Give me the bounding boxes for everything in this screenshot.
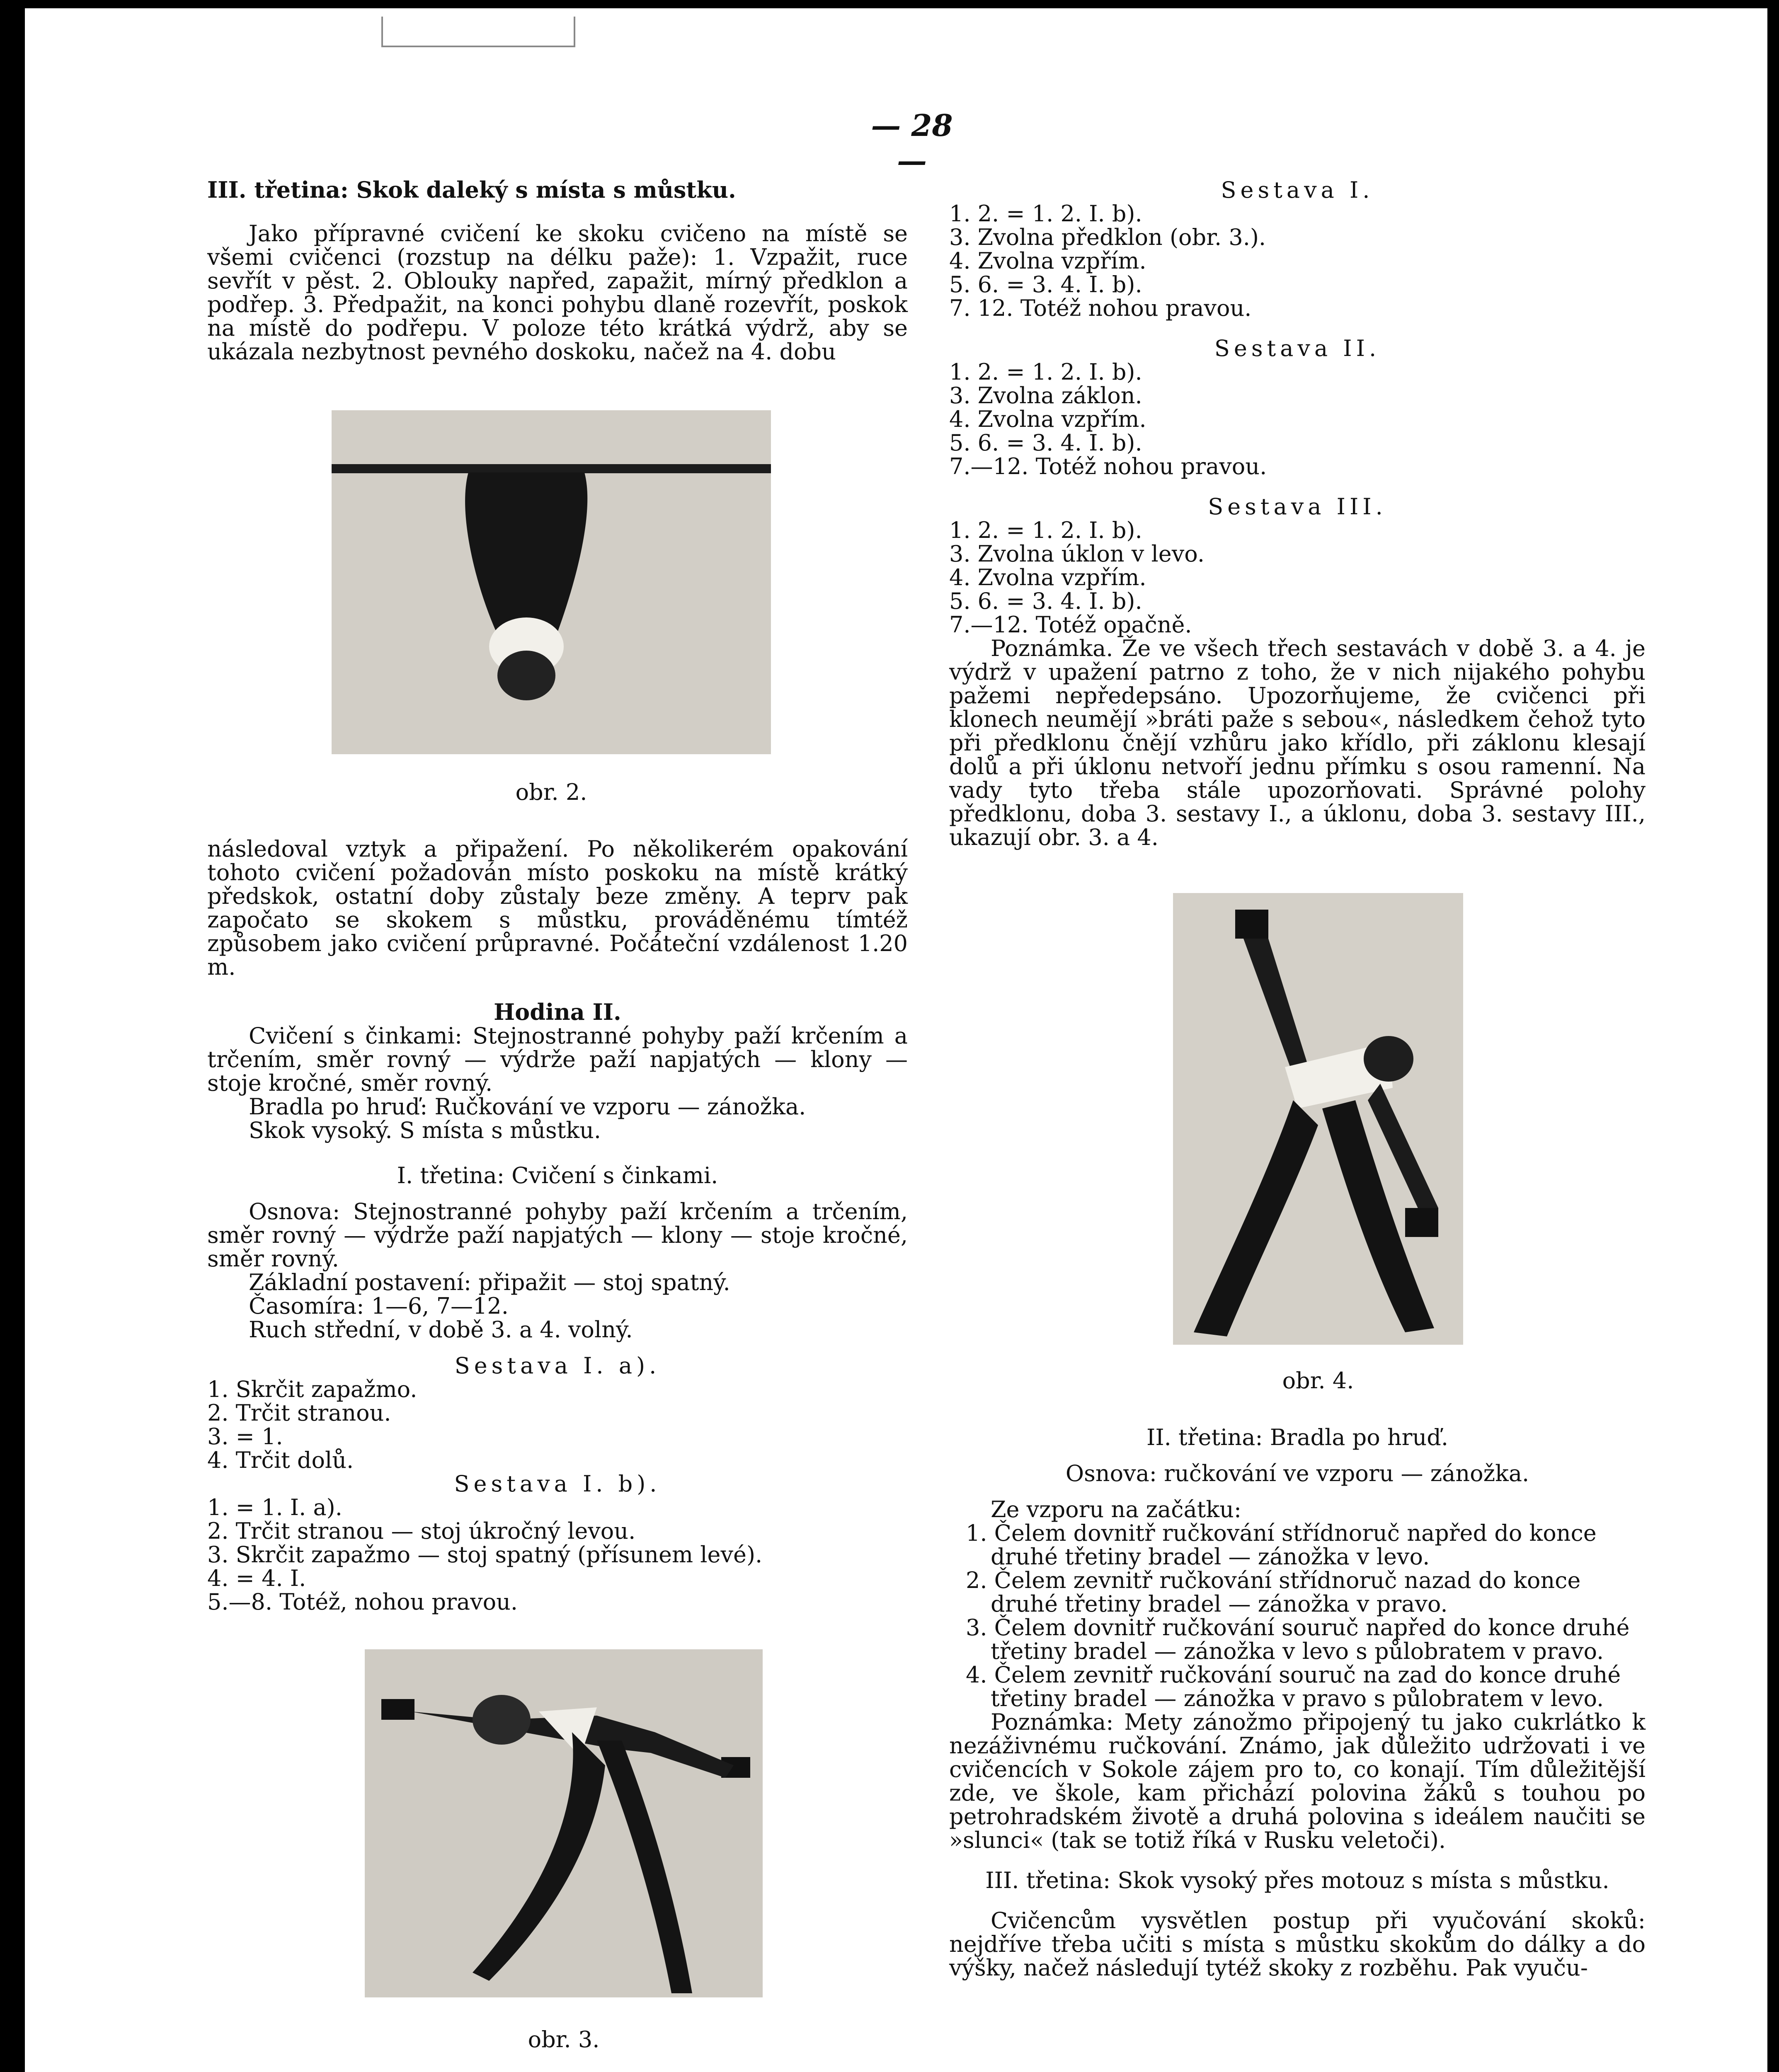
right-column-lower xyxy=(949,1426,1646,1980)
sestava-3-item: 3. Zvolna úklon v levo. xyxy=(949,541,1205,567)
page-top-mark xyxy=(381,17,575,47)
left-column xyxy=(207,178,908,363)
sestava-ib-item: 4. = 4. I. xyxy=(207,1565,306,1591)
sestava-ib-item: 3. Skrčit zapažmo — stoj spatný (přísunem levé). xyxy=(207,1542,763,1568)
sestava-ia-title: Sestava I. a). xyxy=(454,1353,661,1379)
sestava-1-title: Sestava I. xyxy=(1221,177,1374,203)
figure-2-illustration xyxy=(332,410,771,754)
sestava-2-item: 1. 2. = 1. 2. I. b). xyxy=(949,359,1142,385)
hodina-line-1: Cvičení s činkami: Stejnostranné pohyby paží krčením a trčením, směr rovný — výdrže paží napjatých — klony — stoje kročné, směr rovný. xyxy=(207,1023,908,1096)
sestava-1-item: 1. 2. = 1. 2. I. b). xyxy=(949,201,1142,227)
hodina-line-3: Skok vysoký. S místa s můstku. xyxy=(249,1117,601,1143)
heading-tretina-3-vysoky: III. třetina: Skok vysoký přes motouz s místa s můstku. xyxy=(985,1867,1609,1893)
sestava-ib-item: 5.—8. Totéž, nohou pravou. xyxy=(207,1589,518,1615)
scan-frame-left xyxy=(0,0,25,2072)
sestava-3-item: 5. 6. = 3. 4. I. b). xyxy=(949,588,1142,614)
sestava-2-title: Sestava II. xyxy=(1214,335,1381,361)
sestava-ia-item: 2. Trčit stranou. xyxy=(207,1400,391,1426)
figure-3-illustration xyxy=(365,1649,763,1997)
page-number: — 28 — xyxy=(871,108,953,178)
casomira: Časomíra: 1—6, 7—12. xyxy=(249,1293,509,1319)
ze-vzporu: Ze vzporu na začátku: xyxy=(991,1496,1242,1523)
sestava-ib-item: 2. Trčit stranou — stoj úkročný levou. xyxy=(207,1518,636,1544)
figure-4-photo xyxy=(1173,893,1463,1345)
sestava-1-item: 4. Zvolna vzpřím. xyxy=(949,248,1146,274)
sestava-ia-item: 1. Skrčit zapažmo. xyxy=(207,1376,417,1402)
osnova-cinky: Osnova: Stejnostranné pohyby paží krčením a trčením, směr rovný — výdrže paží napjatých — klony — stoje kročné, směr rovný. xyxy=(207,1198,908,1272)
sestava-3-item: 7.—12. Totéž opačně. xyxy=(949,612,1192,638)
sestava-2-item: 3. Zvolna záklon. xyxy=(949,382,1142,409)
figure-3-caption: obr. 3. xyxy=(528,2026,600,2053)
sestava-ib-title: Sestava I. b). xyxy=(454,1471,661,1497)
scan-frame-top xyxy=(0,0,1779,8)
sestava-ia-item: 4. Trčit dolů. xyxy=(207,1447,354,1473)
figure-3-photo xyxy=(365,1649,763,1997)
zakladni-postaveni: Základní postavení: připažit — stoj spatný. xyxy=(249,1269,730,1295)
sestava-2-item: 4. Zvolna vzpřím. xyxy=(949,406,1146,432)
bradla-item: 3. Čelem dovnitř ručkování souruč napřed do konce druhé třetiny bradel — zánožka v levo s půlobratem v pravo. xyxy=(966,1615,1630,1664)
heading-tretina-2: II. třetina: Bradla po hruď. xyxy=(1146,1424,1448,1450)
figure-4-caption: obr. 4. xyxy=(1282,1368,1354,1394)
paragraph-pripravne: Jako přípravné cvičení ke skoku cvičeno na místě se všemi cvičenci (rozstup na délku paže): 1. Vzpažit, ruce sevřít v pěst. 2. Oblouky napřed, zapažit, mírný předklon a podřep. 3. Předpažit, na konci pohybu dlaně rozevřít, poskok na místě do podřepu. V poloze této krátká výdrž, aby se ukázala nezbytnost pevného doskoku, načež na 4. dobu xyxy=(207,220,908,365)
ruch: Ruch střední, v době 3. a 4. volný. xyxy=(249,1317,633,1343)
heading-hodina-2: Hodina II. xyxy=(494,999,621,1025)
bradla-item: 4. Čelem zevnitř ručkování souruč na zad do konce druhé třetiny bradel — zánožka v pravo s půlobratem v levo. xyxy=(966,1662,1621,1711)
figure-2-caption: obr. 2. xyxy=(515,779,587,805)
right-column xyxy=(949,178,1646,849)
bradla-item: 1. Čelem dovnitř ručkování střídnoruč napřed do konce druhé třetiny bradel — zánožka v levo. xyxy=(966,1520,1597,1570)
sestava-1-item: 5. 6. = 3. 4. I. b). xyxy=(949,271,1142,298)
paragraph-vyuceni: Cvičencům vysvětlen postup při vyučování skoků: nejdříve třeba učiti s místa s můstku skokům do dálky a do výšky, načež následují tytéž skoky z rozběhu. Pak vyuču- xyxy=(949,1907,1646,1981)
sestava-2-item: 5. 6. = 3. 4. I. b). xyxy=(949,430,1142,456)
left-column-lower xyxy=(207,837,908,1614)
sestava-3-title: Sestava III. xyxy=(1208,494,1387,520)
sestava-ia-item: 3. = 1. xyxy=(207,1423,283,1450)
sestava-ib-item: 1. = 1. I. a). xyxy=(207,1494,342,1520)
paragraph-nasledoval: následoval vztyk a připažení. Po několikerém opakování tohoto cvičení požadován místo poskoku na místě krátký předskok, ostatní doby zůstaly beze změny. A teprv pak započato se skokem s můstku, prováděnému tímtéž způsobem jako cvičení průpravné. Počáteční vzdálenost 1.20 m. xyxy=(207,836,908,980)
figure-4-illustration xyxy=(1173,893,1463,1345)
sestava-3-item: 4. Zvolna vzpřím. xyxy=(949,564,1146,591)
sestava-2-item: 7.—12. Totéž nohou pravou. xyxy=(949,453,1267,479)
heading-tretina-3: III. třetina: Skok daleký s místa s můstku. xyxy=(207,177,736,203)
sestava-3-item: 1. 2. = 1. 2. I. b). xyxy=(949,517,1142,543)
osnova-bradla: Osnova: ručkování ve vzporu — zánožka. xyxy=(1065,1460,1529,1486)
sestava-1-item: 7. 12. Totéž nohou pravou. xyxy=(949,295,1252,321)
figure-2-photo xyxy=(332,410,771,754)
bradla-item: 2. Čelem zevnitř ručkování střídnoruč nazad do konce druhé třetiny bradel — zánožka v pravo. xyxy=(966,1567,1581,1617)
scan-frame-right xyxy=(1767,0,1779,2072)
poznamka-klony: Poznámka. Že ve všech třech sestavách v době 3. a 4. je výdrž v upažení patrno z toho, že v nich nijakého pohybu pažemi nepředepsáno. Upozorňujeme, že cvičenci při klonech neumějí »bráti paže s sebou«, následkem čehož tyto při předklonu čnějí vzhůru jako křídlo, při záklonu klesají dolů a při úklonu netvoří jednu přímku s osou ramenní. Na vady tyto třeba stále upozorňovati. Správné polohy předklonu, doba 3. sestavy I., a úklonu, doba 3. sestavy III., ukazují obr. 3. a 4. xyxy=(949,635,1646,850)
sestava-1-item: 3. Zvolna předklon (obr. 3.). xyxy=(949,224,1266,250)
poznamka-mety: Poznámka: Mety zánožmo připojený tu jako cukrlátko k nezáživnému ručkování. Známo, jak důležito udržovati i ve cvičencích v Sokole zájem pro to, co konají. Tím důležitější zde, ve škole, kam přichází polovina žáků s touhou po petrohradském životě a druhá polovina s ideálem naučiti se »slunci« (tak se totiž říká v Rusku veletoči). xyxy=(949,1709,1646,1853)
heading-tretina-1: I. třetina: Cvičení s činkami. xyxy=(397,1162,718,1188)
hodina-line-2: Bradla po hruď: Ručkování ve vzporu — zánožka. xyxy=(249,1094,806,1120)
